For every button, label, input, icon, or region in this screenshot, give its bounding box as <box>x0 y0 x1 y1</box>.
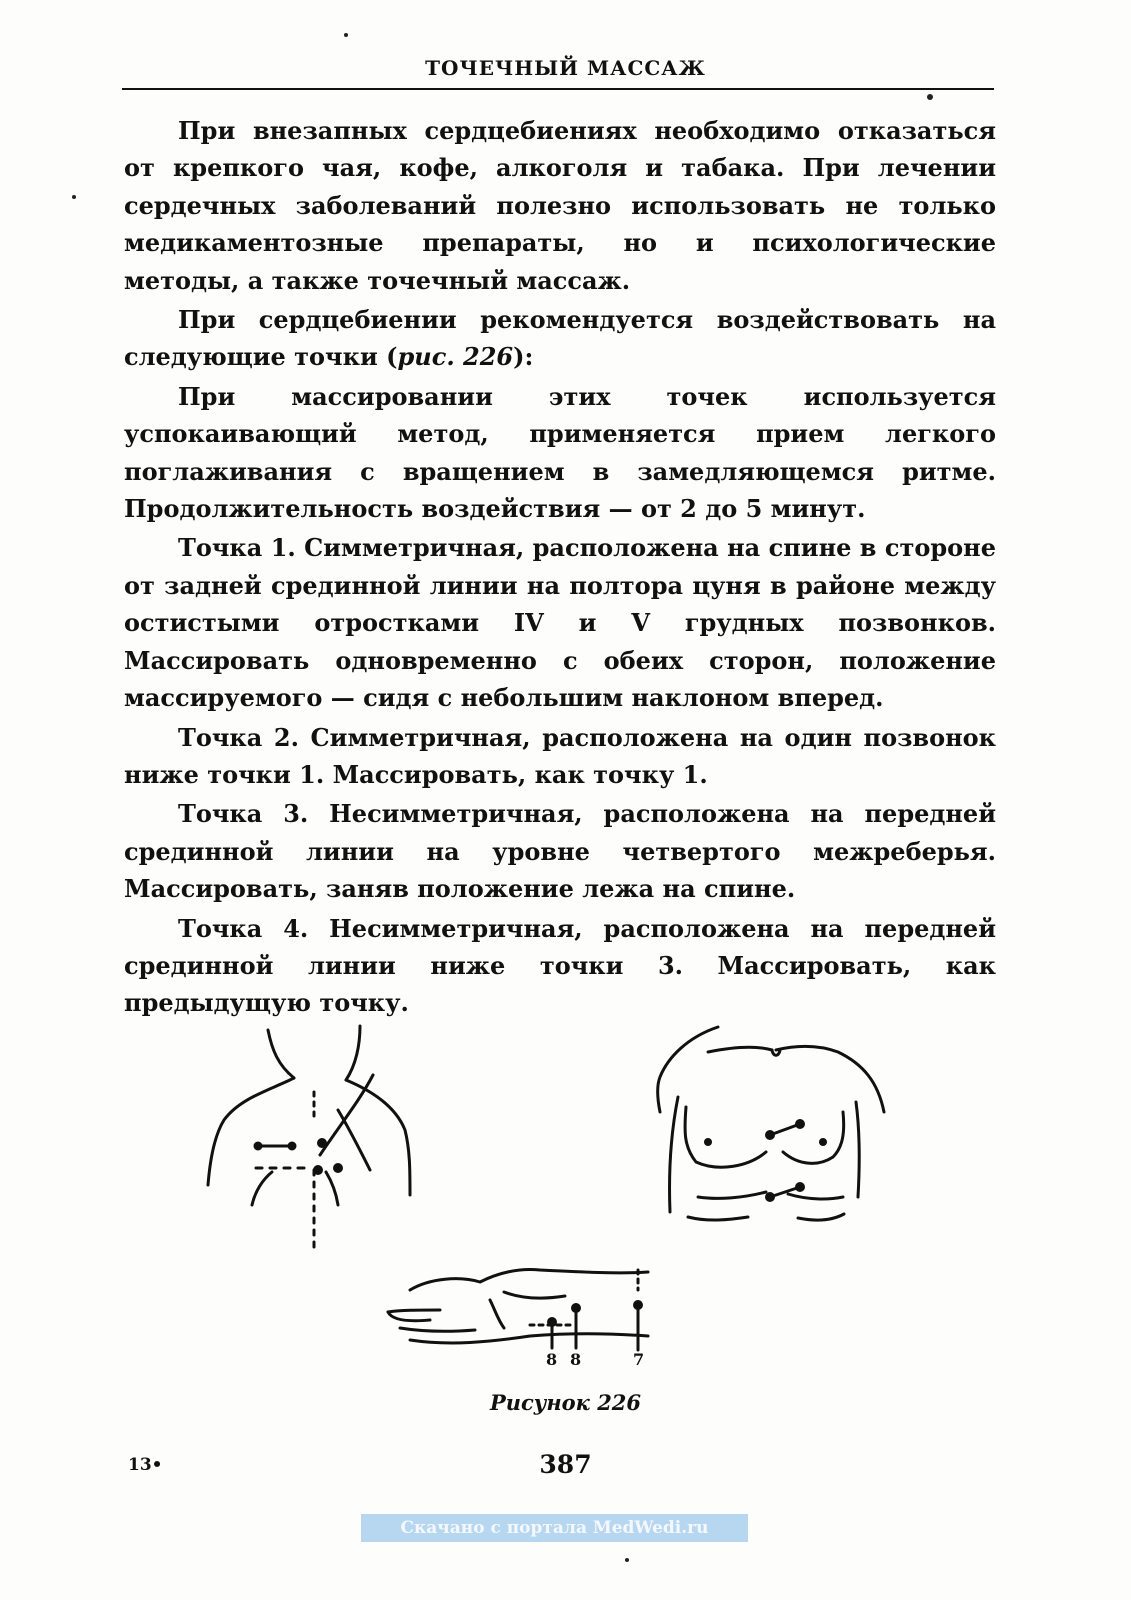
paragraph-text: При сердцебиении рекомендуется воздействовать на следующие точки <box>124 305 996 372</box>
scan-speck <box>344 33 348 37</box>
paragraph: Точка 2. Симметричная, расположена на один позвонок ниже точки 1. Массировать, как точку 1. <box>124 722 996 789</box>
chest-illustration <box>648 1022 898 1237</box>
page-number: 387 <box>539 1450 592 1479</box>
arm-label: 8 <box>546 1350 558 1369</box>
watermark-banner: Скачано с портала MedWedi.ru <box>361 1514 748 1542</box>
figure-reference: рис. 226 <box>397 342 514 372</box>
figure-ref-open: ( <box>377 342 398 372</box>
scan-speck <box>625 1558 629 1562</box>
arm-label: 8 <box>570 1350 582 1369</box>
figure-caption: Рисунок 226 <box>489 1390 642 1415</box>
paragraph: Точка 4. Несимметричная, расположена на передней срединной линии ниже точки 3. Массировать, как предыдущую точку. <box>124 913 996 1018</box>
header-rule <box>122 88 994 90</box>
figure-226 <box>0 1010 1131 1390</box>
forearm-illustration <box>380 1240 660 1390</box>
figure-ref-close: ): <box>513 342 534 372</box>
running-title: ТОЧЕЧНЫЙ МАССАЖ <box>425 56 706 80</box>
paragraph <box>124 301 996 376</box>
body-text <box>124 112 996 1024</box>
signature-mark: 13• <box>128 1455 163 1475</box>
back-illustration <box>200 1020 430 1260</box>
scan-speck <box>72 195 76 199</box>
paragraph: При массировании этих точек используется успокаивающий метод, применяется прием легкого поглаживания с вращением в замедляющемся ритме. Продолжительность воздействия — от 2 до 5 минут. <box>124 381 996 524</box>
scan-speck <box>927 94 933 100</box>
paragraph: Точка 3. Несимметричная, расположена на передней срединной линии на уровне четвертого межреберья. Массировать, заняв положение лежа на спине. <box>124 799 996 904</box>
paragraph: При внезапных сердцебиениях необходимо отказаться от крепкого чая, кофе, алкоголя и табака. При лечении сердечных заболеваний полезно использовать не только медикаментозные препараты, но и психологические методы, а также точечный массаж. <box>124 116 996 295</box>
paragraph: Точка 1. Симметричная, расположена на спине в стороне от задней срединной линии на полтора цуня в районе между остистыми отростками IV и V грудных позвонков. Массировать одновременно с обеих сторон, положение массируемого — сидя с небольшим наклоном вперед. <box>124 533 996 713</box>
arm-label: 7 <box>633 1350 645 1369</box>
